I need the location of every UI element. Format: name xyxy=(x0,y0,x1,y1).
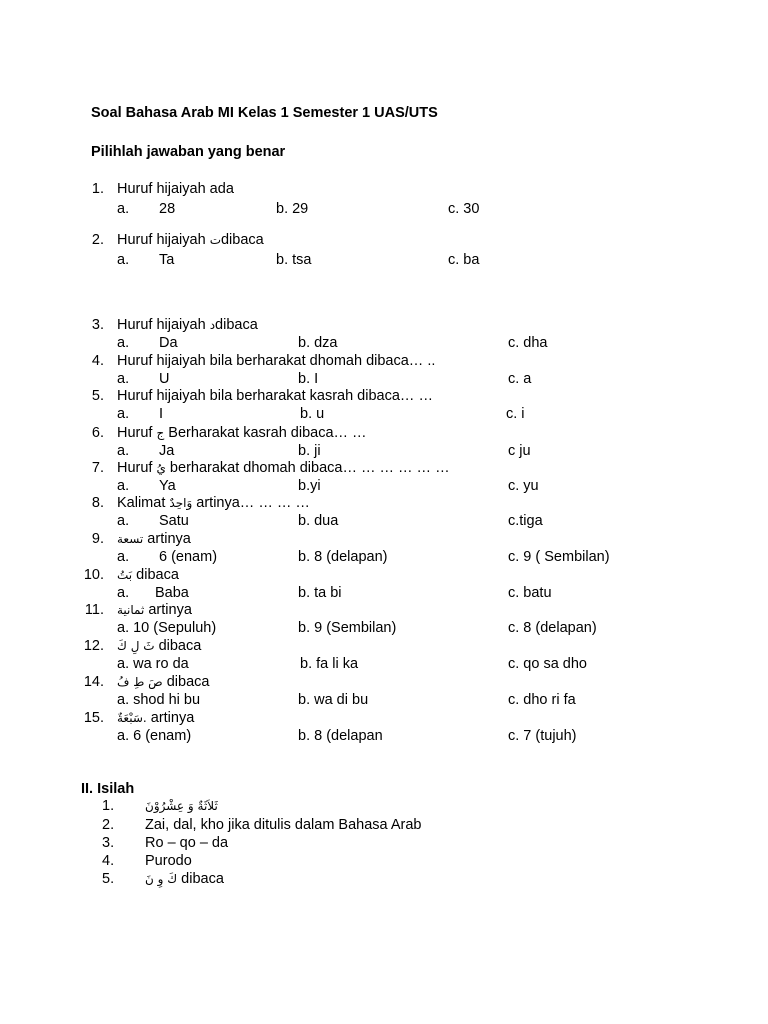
option-b: b. wa di bu xyxy=(298,692,369,708)
isilah-number: 4. xyxy=(102,853,115,869)
option-a: a. 6 (enam) xyxy=(117,728,192,744)
question-number: 7. xyxy=(91,460,104,476)
isilah-text xyxy=(145,871,224,887)
arabic-text: سَبْعَةٌ. xyxy=(117,711,147,725)
question-text-after: artinya xyxy=(143,531,191,547)
option-c: c. 9 ( Sembilan) xyxy=(508,549,610,565)
isilah-label: dibaca xyxy=(177,871,224,887)
option-c: c. 30 xyxy=(448,201,480,217)
question-number: 9. xyxy=(91,531,104,547)
option-a: a. shod hi bu xyxy=(117,692,201,708)
option-b: b. 8 (delapan xyxy=(298,728,383,744)
question-text: Huruf xyxy=(117,460,157,476)
question-number: 1. xyxy=(91,181,104,197)
option-a: a. xyxy=(117,549,130,565)
arabic-text: د xyxy=(209,318,216,332)
question-stem xyxy=(117,353,435,369)
option-b: b. dua xyxy=(298,513,339,529)
option-c: c. dha xyxy=(508,335,548,351)
question-stem xyxy=(117,674,209,690)
option-b: b. tsa xyxy=(276,252,312,268)
question-text-after: berharakat dhomah dibaca… … … … … … xyxy=(165,460,450,476)
question-stem xyxy=(117,531,191,547)
arabic-text: ت xyxy=(209,233,221,247)
arabic-text: ج xyxy=(156,426,165,440)
option-c: c. 7 (tujuh) xyxy=(508,728,577,744)
question-text: Huruf hijaiyah xyxy=(117,232,210,248)
option-c: c.tiga xyxy=(508,513,543,529)
question-text-after: dibaca xyxy=(215,317,258,333)
question-text-after: artinya… … … … xyxy=(192,495,310,511)
question-number: 10. xyxy=(83,567,104,583)
option-c: c ju xyxy=(508,443,531,459)
section2-title: II. Isilah xyxy=(81,781,135,797)
question-text: Huruf hijaiyah xyxy=(117,317,210,333)
option-b: b. u xyxy=(300,406,325,422)
option-a: a. 10 (Sepuluh) xyxy=(117,620,217,636)
question-text-after: Berharakat kasrah dibaca… … xyxy=(164,425,367,441)
question-text: Kalimat xyxy=(117,495,170,511)
question-stem xyxy=(117,567,179,583)
question-stem xyxy=(117,460,450,476)
arabic-text: ثَلاَثَةٌ وَ عِشْرُوْنَ xyxy=(145,799,218,813)
question-text: Huruf hijaiyah ada xyxy=(117,181,234,197)
document-title: Soal Bahasa Arab MI Kelas 1 Semester 1 UAS/UTS xyxy=(91,105,438,121)
question-text-after: artinya xyxy=(144,602,192,618)
question-number: 8. xyxy=(91,495,104,511)
option-a-text: 28 xyxy=(159,201,176,217)
question-stem xyxy=(117,602,192,618)
question-text: Huruf xyxy=(117,425,157,441)
option-b: b. 8 (delapan) xyxy=(298,549,388,565)
arabic-text: بَتُ xyxy=(117,568,133,582)
option-a: a. xyxy=(117,443,130,459)
question-stem xyxy=(117,317,258,333)
option-a: a. xyxy=(117,513,130,529)
question-number: 3. xyxy=(91,317,104,333)
question-number: 15. xyxy=(83,710,104,726)
arabic-text: ثمانية xyxy=(117,603,145,617)
question-text-after: dibaca xyxy=(154,638,202,654)
question-text-after: dibaca xyxy=(132,567,179,583)
isilah-number: 2. xyxy=(102,817,115,833)
option-c: c. yu xyxy=(508,478,539,494)
question-number: 11. xyxy=(84,602,104,618)
question-number: 4. xyxy=(91,353,104,369)
isilah-text xyxy=(145,817,421,833)
question-stem xyxy=(117,495,310,511)
instruction: Pilihlah jawaban yang benar xyxy=(91,144,286,160)
option-b: b. 29 xyxy=(276,201,309,217)
option-a-text: Ya xyxy=(159,478,176,494)
arabic-text: كَ وِ نَ xyxy=(145,872,178,886)
option-a: a. wa ro da xyxy=(117,656,189,672)
question-number: 12. xyxy=(83,638,104,654)
option-a-text: Da xyxy=(159,335,178,351)
question-text-after: artinya xyxy=(146,710,195,726)
option-a: a. xyxy=(117,585,130,601)
isilah-label: Zai, dal, kho jika ditulis dalam Bahasa Arab xyxy=(145,817,422,833)
question-stem xyxy=(117,710,194,726)
question-stem xyxy=(117,638,201,654)
option-c: c. batu xyxy=(508,585,552,601)
question-stem xyxy=(117,232,264,248)
option-b: b. dza xyxy=(298,335,338,351)
isilah-number: 3. xyxy=(102,835,115,851)
option-a: a. xyxy=(117,201,130,217)
option-a-text: Baba xyxy=(155,585,189,601)
arabic-text: تسعة xyxy=(117,532,144,546)
option-c: c. a xyxy=(508,371,532,387)
option-b: b. ta bi xyxy=(298,585,342,601)
isilah-text xyxy=(145,853,192,869)
arabic-text: صَ طِ فُ xyxy=(117,675,163,689)
option-b: b. 9 (Sembilan) xyxy=(298,620,397,636)
option-a-text: U xyxy=(159,371,170,387)
question-text-after: dibaca xyxy=(220,232,264,248)
question-number: 6. xyxy=(91,425,104,441)
option-a: a. xyxy=(117,478,130,494)
question-number: 5. xyxy=(91,388,104,404)
option-a: a. xyxy=(117,252,130,268)
arabic-text: وَاحِدٌ xyxy=(169,496,193,510)
option-a-text: Ta xyxy=(159,252,175,268)
isilah-number: 1. xyxy=(102,798,115,814)
question-text: Huruf hijaiyah bila berharakat kasrah dibaca… … xyxy=(117,388,433,404)
option-a: a. xyxy=(117,335,130,351)
question-number: 14. xyxy=(83,674,104,690)
isilah-label: Purodo xyxy=(145,853,192,869)
option-b: b. ji xyxy=(298,443,321,459)
option-c: c. dho ri fa xyxy=(508,692,576,708)
option-c: c. qo sa dho xyxy=(508,656,587,672)
option-c: c. i xyxy=(506,406,525,422)
option-b: b. I xyxy=(298,371,319,387)
option-a-text: 6 (enam) xyxy=(159,549,218,565)
isilah-text xyxy=(145,798,218,814)
option-c: c. ba xyxy=(448,252,480,268)
question-number: 2. xyxy=(91,232,104,248)
option-b: b.yi xyxy=(298,478,321,494)
arabic-text: يُ xyxy=(156,461,166,475)
isilah-label: Ro – qo – da xyxy=(145,835,229,851)
option-b: b. fa li ka xyxy=(300,656,359,672)
option-a-text: I xyxy=(159,406,164,422)
question-text: Huruf hijaiyah bila berharakat dhomah dibaca… .. xyxy=(117,353,436,369)
option-c: c. 8 (delapan) xyxy=(508,620,597,636)
option-a: a. xyxy=(117,406,130,422)
question-stem xyxy=(117,425,367,441)
arabic-text: ثَ لِ كَ xyxy=(117,639,155,653)
question-stem xyxy=(117,388,433,404)
isilah-text xyxy=(145,835,228,851)
option-a-text: Ja xyxy=(159,443,175,459)
option-a-text: Satu xyxy=(159,513,189,529)
isilah-number: 5. xyxy=(102,871,115,887)
question-stem xyxy=(117,181,234,197)
question-text-after: dibaca xyxy=(162,674,210,690)
option-a: a. xyxy=(117,371,130,387)
